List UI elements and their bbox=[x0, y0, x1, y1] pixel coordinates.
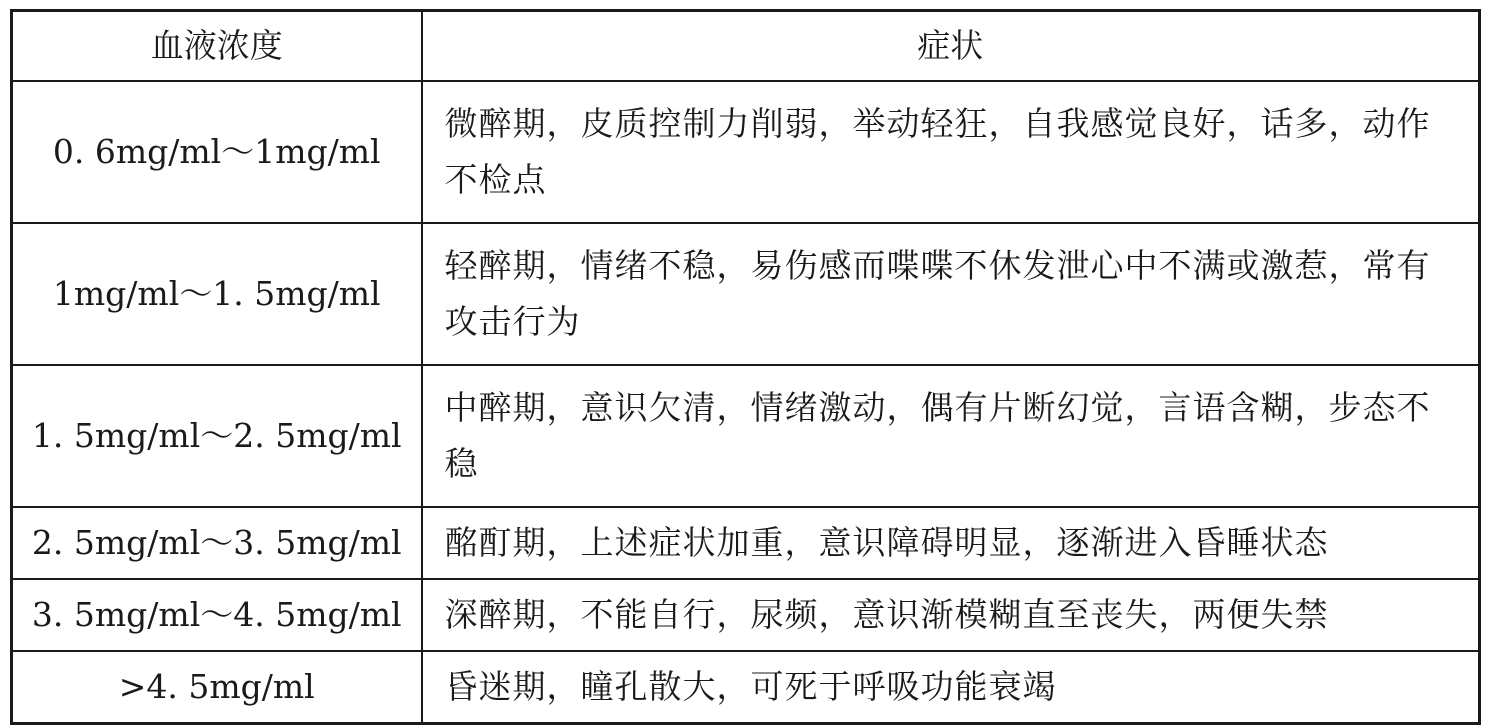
symptom-cell: 轻醉期，情绪不稳，易伤感而喋喋不休发泄心中不满或激惹，常有攻击行为 bbox=[422, 223, 1480, 365]
concentration-cell: 0. 6mg/ml～1mg/ml bbox=[12, 81, 422, 223]
header-concentration: 血液浓度 bbox=[12, 11, 422, 82]
table-row bbox=[12, 365, 1480, 507]
table-row bbox=[12, 579, 1480, 651]
symptom-cell: 酩酊期，上述症状加重，意识障碍明显，逐渐进入昏睡状态 bbox=[422, 507, 1480, 579]
table-row bbox=[12, 507, 1480, 579]
alcohol-concentration-table-container bbox=[10, 9, 1478, 725]
table-row bbox=[12, 81, 1480, 223]
concentration-cell: >4. 5mg/ml bbox=[12, 651, 422, 724]
table-header-row bbox=[12, 11, 1480, 82]
concentration-cell: 2. 5mg/ml～3. 5mg/ml bbox=[12, 507, 422, 579]
concentration-cell: 1mg/ml～1. 5mg/ml bbox=[12, 223, 422, 365]
table-row bbox=[12, 651, 1480, 724]
table-row bbox=[12, 223, 1480, 365]
symptom-cell: 中醉期，意识欠清，情绪激动，偶有片断幻觉，言语含糊，步态不稳 bbox=[422, 365, 1480, 507]
symptom-cell: 微醉期，皮质控制力削弱，举动轻狂，自我感觉良好，话多，动作不检点 bbox=[422, 81, 1480, 223]
symptom-cell: 深醉期，不能自行，尿频，意识渐模糊直至丧失，两便失禁 bbox=[422, 579, 1480, 651]
concentration-cell: 1. 5mg/ml～2. 5mg/ml bbox=[12, 365, 422, 507]
header-symptom: 症状 bbox=[422, 11, 1480, 82]
symptom-cell: 昏迷期，瞳孔散大，可死于呼吸功能衰竭 bbox=[422, 651, 1480, 724]
alcohol-concentration-table bbox=[10, 9, 1481, 725]
concentration-cell: 3. 5mg/ml～4. 5mg/ml bbox=[12, 579, 422, 651]
